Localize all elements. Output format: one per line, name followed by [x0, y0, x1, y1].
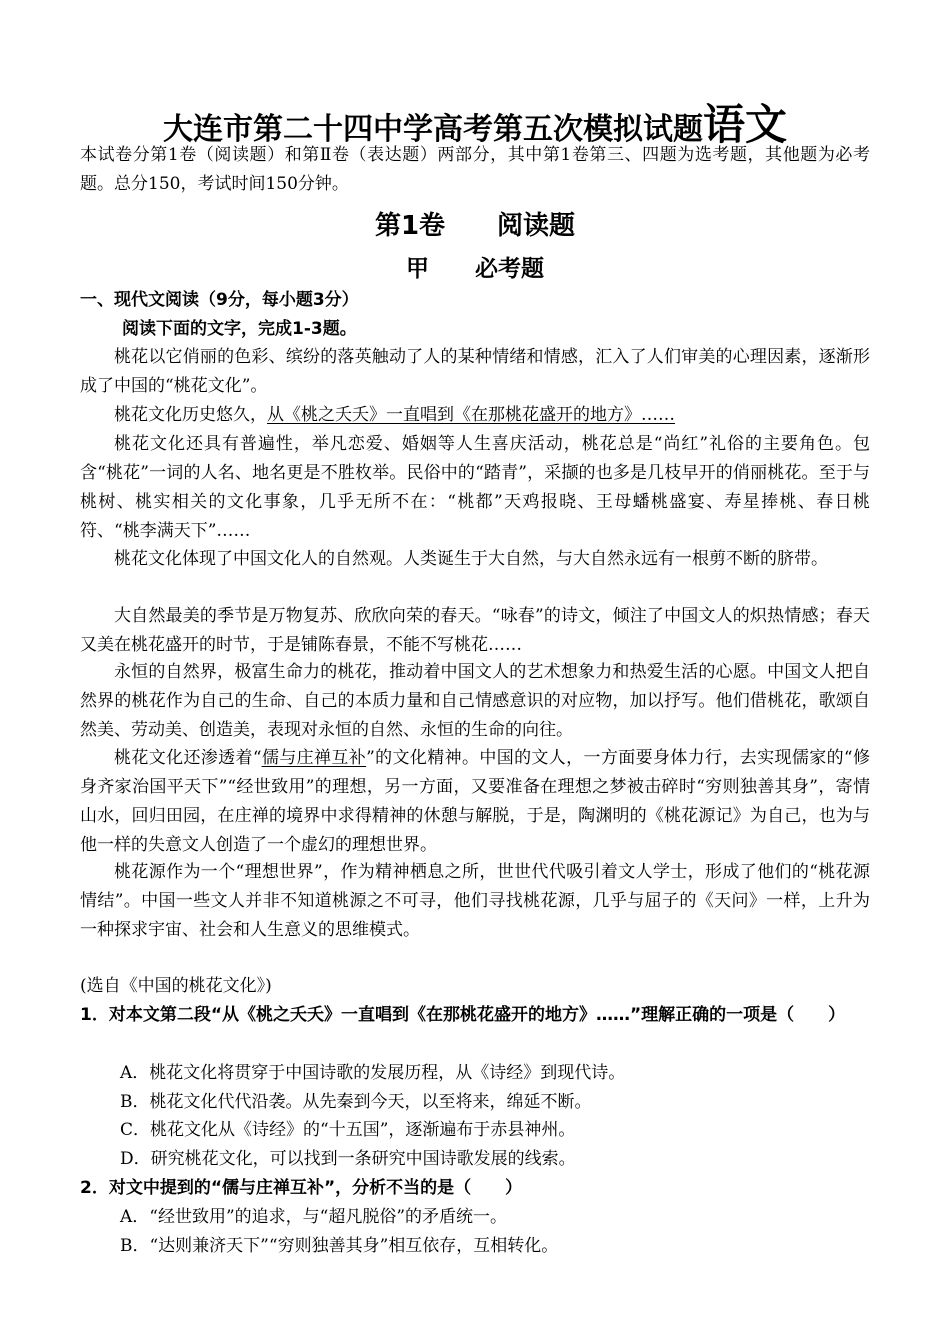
passage-paragraph-3: 桃花文化还具有普遍性，举凡恋爱、婚姻等人生喜庆活动，桃花总是“尚红”礼俗的主要角色。包含“桃花”一词的人名、地名更是不胜枚举。民俗中的“踏青”，采撷的也多是几枝早开的俏丽桃花。至于与桃树、桃实相关的文化事象，几乎无所不在：“桃都”天鸡报晓、王母蟠桃盛宴、寿星捧桃、春日桃符、“桃李满天下”……: [80, 434, 870, 541]
passage-paragraph-7: [80, 744, 870, 860]
question-2-option-a: A．“经世致用”的追求，与“超凡脱俗”的矛盾统一。: [120, 1207, 508, 1227]
passage-p7-suffix: ”的文化精神。中国的文人，一方面要身体力行，去实现儒家的“修身齐家治国平天下”“经世致用”的理想，另一方面，又要准备在理想之梦被击碎时“穷则独善其身”，寄情山水，回归田园，在庄禅的境界中求得精神的休憩与解脱，于是，陶渊明的《桃花源记》为自己，也为与他一样的失意文人创造了一个虚幻的理想世界。: [80, 748, 870, 855]
passage-paragraph-5: 大自然最美的季节是万物复苏、欣欣向荣的春天。“咏春”的诗文，倾注了中国文人的炽热情感；春天又美在桃花盛开的时节，于是铺陈春景，不能不写桃花……: [80, 606, 870, 655]
question-1-option-b: B．桃花文化代代沿袭。从先秦到今天，以至将来，绵延不断。: [120, 1092, 592, 1112]
question-1-option-a: A．桃花文化将贯穿于中国诗歌的发展历程，从《诗经》到现代诗。: [120, 1063, 626, 1083]
part1-instruction: 阅读下面的文字，完成1-3题。: [122, 319, 357, 339]
question-1-option-c: C．桃花文化从《诗经》的“十五国”，逐渐遍布于赤县神州。: [120, 1120, 576, 1140]
section-heading: 甲 必考题: [406, 256, 544, 282]
question-1-option-d: D．研究桃花文化，可以找到一条研究中国诗歌发展的线索。: [120, 1149, 576, 1169]
passage-paragraph-6: 永恒的自然界，极富生命力的桃花，推动着中国文人的艺术想象力和热爱生活的心愿。中国文人把自然界的桃花作为自己的生命、自己的本质力量和自己情感意识的对应物，加以抒写。他们借桃花，歌颂自然美、劳动美、创造美，表现对永恒的自然、永恒的生命的向往。: [80, 662, 870, 740]
passage-paragraph-8: 桃花源作为一个“理想世界”，作为精神栖息之所，世世代代吸引着文人学士，形成了他们的“桃花源情结”。中国一些文人并非不知道桃源之不可寻，他们寻找桃花源，几乎与屈子的《天问》一样，上升为一种探求宇宙、社会和人生意义的思维模式。: [80, 862, 870, 940]
exam-subject: 语文: [702, 100, 787, 149]
passage-p2-text: 桃花文化历史悠久，: [114, 405, 267, 425]
passage-p7-underlined: 儒与庄禅互补: [261, 748, 367, 768]
question-2-stem: 2．对文中提到的“儒与庄禅互补”，分析不当的是（ ）: [80, 1178, 523, 1198]
passage-source: (选自《中国的桃花文化》): [80, 976, 272, 996]
exam-intro: 本试卷分第1卷（阅读题）和第Ⅱ卷（表达题）两部分，其中第1卷第三、四题为选考题，其他题为必考题。总分150，考试时间150分钟。: [80, 145, 870, 194]
exam-title-main: 大连市第二十四中学高考第五次模拟试题: [162, 112, 703, 147]
passage-paragraph-4: 桃花文化体现了中国文化人的自然观。人类诞生于大自然，与大自然永远有一根剪不断的脐带。: [114, 549, 828, 569]
question-2-option-b: B．“达则兼济天下”“穷则独善其身”相互依存，互相转化。: [120, 1236, 559, 1256]
passage-paragraph-1: 桃花以它俏丽的色彩、缤纷的落英触动了人的某种情绪和情感，汇入了人们审美的心理因素，逐渐形成了中国的“桃花文化”。: [80, 347, 870, 396]
volume-heading: 第1卷 阅读题: [374, 211, 576, 241]
part1-heading: 一、现代文阅读（9分，每小题3分）: [80, 290, 359, 310]
passage-paragraph-2: [80, 401, 870, 430]
question-1-stem: 1．对本文第二段“从《桃之夭夭》一直唱到《在那桃花盛开的地方》……”理解正确的一项是（ ）: [80, 1005, 846, 1025]
passage-p2-underlined: 从《桃之夭夭》一直唱到《在那桃花盛开的地方》……: [267, 405, 675, 425]
passage-p7-prefix: 桃花文化还渗透着“: [114, 748, 262, 768]
